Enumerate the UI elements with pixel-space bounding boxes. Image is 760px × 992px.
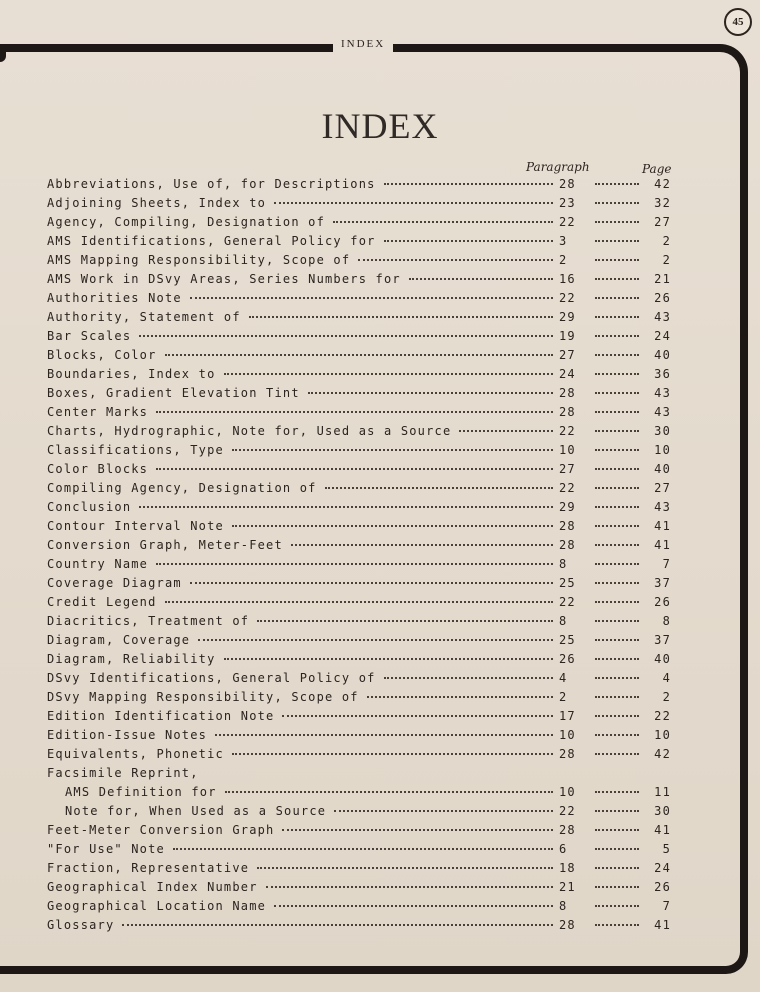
dot-leader	[595, 734, 639, 736]
page-number-value: 24	[654, 861, 671, 875]
dot-leader	[595, 468, 639, 470]
paragraph-number: 2	[559, 253, 568, 267]
dot-leader	[595, 563, 639, 565]
dot-leader	[232, 449, 553, 451]
page-number-value: 41	[654, 823, 671, 837]
page-number-value: 41	[654, 918, 671, 932]
index-entry	[47, 517, 677, 536]
index-entry-label: Credit Legend	[47, 595, 157, 609]
index-entry-label: Contour Interval Note	[47, 519, 224, 533]
dot-leader	[595, 183, 639, 185]
dot-leader	[358, 259, 553, 261]
index-entry-label: Edition-Issue Notes	[47, 728, 208, 742]
page-number-value: 40	[654, 348, 671, 362]
paragraph-number: 21	[559, 880, 576, 894]
index-entry	[47, 916, 677, 935]
index-entry-label: AMS Work in DSvy Areas, Series Numbers for	[47, 272, 401, 286]
dot-leader	[595, 202, 639, 204]
dot-leader	[595, 240, 639, 242]
paragraph-number: 22	[559, 291, 576, 305]
dot-leader	[595, 677, 639, 679]
page-number-value: 37	[654, 633, 671, 647]
page-title: INDEX	[321, 106, 439, 146]
page-number-value: 37	[654, 576, 671, 590]
paragraph-number: 22	[559, 595, 576, 609]
dot-leader	[595, 411, 639, 413]
dot-leader	[595, 924, 639, 926]
index-entry-label: Diagram, Reliability	[47, 652, 216, 666]
index-entry-label: Note for, When Used as a Source	[65, 804, 327, 818]
dot-leader	[595, 487, 639, 489]
paragraph-number: 10	[559, 443, 576, 457]
dot-leader	[595, 810, 639, 812]
dot-leader	[595, 297, 639, 299]
paragraph-number: 10	[559, 785, 576, 799]
index-entry-label: DSvy Mapping Responsibility, Scope of	[47, 690, 359, 704]
dot-leader	[384, 240, 553, 242]
index-entry	[47, 878, 677, 897]
paragraph-number: 10	[559, 728, 576, 742]
index-entry	[47, 384, 677, 403]
dot-leader	[249, 316, 553, 318]
dot-leader	[384, 677, 553, 679]
paragraph-number: 28	[559, 519, 576, 533]
dot-leader	[595, 525, 639, 527]
dot-leader	[595, 354, 639, 356]
index-entry	[47, 859, 677, 878]
index-entry-label: Blocks, Color	[47, 348, 157, 362]
page-number-value: 26	[654, 595, 671, 609]
dot-leader	[595, 753, 639, 755]
dot-leader	[282, 829, 553, 831]
page-number-value: 41	[654, 519, 671, 533]
page-number-value: 41	[654, 538, 671, 552]
page-number-value: 43	[654, 310, 671, 324]
page-number-value: 43	[654, 386, 671, 400]
index-entry	[47, 783, 677, 802]
index-entry-label: Authorities Note	[47, 291, 182, 305]
paragraph-number: 25	[559, 576, 576, 590]
index-entry	[47, 175, 677, 194]
paragraph-number: 17	[559, 709, 576, 723]
index-entry	[47, 688, 677, 707]
page-number-value: 2	[662, 690, 671, 704]
index-entry-label: Bar Scales	[47, 329, 132, 343]
paragraph-number: 16	[559, 272, 576, 286]
dot-leader	[595, 316, 639, 318]
page-number-value: 26	[654, 291, 671, 305]
index-entry	[47, 251, 677, 270]
index-entry	[47, 403, 677, 422]
page-number-value: 4	[662, 671, 671, 685]
paragraph-column-header: Paragraph	[526, 160, 590, 174]
paragraph-number: 28	[559, 747, 576, 761]
page-number-value: 40	[654, 652, 671, 666]
dot-leader	[595, 829, 639, 831]
dot-leader	[595, 658, 639, 660]
dot-leader	[595, 221, 639, 223]
index-entry-label: Boundaries, Index to	[47, 367, 216, 381]
index-entry	[47, 897, 677, 916]
page-number-value: 2	[662, 234, 671, 248]
index-entry-label: Classifications, Type	[47, 443, 224, 457]
page-number-value: 43	[654, 405, 671, 419]
index-entry-label: Color Blocks	[47, 462, 149, 476]
paragraph-number: 27	[559, 348, 576, 362]
index-entry-label: Conversion Graph, Meter-Feet	[47, 538, 283, 552]
dot-leader	[232, 525, 553, 527]
paragraph-number: 22	[559, 424, 576, 438]
index-entry	[47, 574, 677, 593]
paragraph-number: 22	[559, 215, 576, 229]
index-entry-label: DSvy Identifications, General Policy of	[47, 671, 376, 685]
paragraph-number: 28	[559, 918, 576, 932]
index-entry-label: Diagram, Coverage	[47, 633, 191, 647]
paragraph-number: 8	[559, 614, 568, 628]
dot-leader	[595, 848, 639, 850]
page-number-value: 11	[654, 785, 671, 799]
index-entry-label: Compiling Agency, Designation of	[47, 481, 317, 495]
page-number-value: 2	[662, 253, 671, 267]
dot-leader	[595, 582, 639, 584]
dot-leader	[595, 430, 639, 432]
index-entry	[47, 593, 677, 612]
page-number-value: 42	[654, 747, 671, 761]
dot-leader	[139, 506, 553, 508]
paragraph-number: 26	[559, 652, 576, 666]
dot-leader	[225, 791, 553, 793]
index-entry-label: Coverage Diagram	[47, 576, 182, 590]
paragraph-number: 19	[559, 329, 576, 343]
dot-leader	[232, 753, 553, 755]
dot-leader	[595, 715, 639, 717]
index-entry	[47, 764, 677, 783]
paragraph-number: 29	[559, 500, 576, 514]
page-number-value: 27	[654, 215, 671, 229]
index-entry	[47, 802, 677, 821]
paragraph-number: 28	[559, 405, 576, 419]
page-number: 45	[724, 8, 752, 36]
page-column-header: Page	[642, 162, 672, 176]
page-number-value: 40	[654, 462, 671, 476]
dot-leader	[156, 411, 553, 413]
page-number-value: 27	[654, 481, 671, 495]
index-entry-label: Adjoining Sheets, Index to	[47, 196, 267, 210]
paragraph-number: 24	[559, 367, 576, 381]
dot-leader	[334, 810, 553, 812]
index-entry	[47, 441, 677, 460]
dot-leader	[595, 886, 639, 888]
paragraph-number: 22	[559, 804, 576, 818]
dot-leader	[595, 259, 639, 261]
index-entry-label: AMS Identifications, General Policy for	[47, 234, 376, 248]
paragraph-number: 8	[559, 557, 568, 571]
page-number-value: 26	[654, 880, 671, 894]
index-entry-label: Geographical Index Number	[47, 880, 258, 894]
index-entry	[47, 232, 677, 251]
index-entry	[47, 631, 677, 650]
paragraph-number: 28	[559, 177, 576, 191]
dot-leader	[333, 221, 553, 223]
dot-leader	[266, 886, 553, 888]
page-number-value: 30	[654, 804, 671, 818]
index-entry-label: Diacritics, Treatment of	[47, 614, 250, 628]
index-entry-label: Boxes, Gradient Elevation Tint	[47, 386, 300, 400]
paragraph-number: 27	[559, 462, 576, 476]
dot-leader	[173, 848, 553, 850]
header-label: INDEX	[333, 36, 393, 52]
dot-leader	[165, 601, 553, 603]
index-entry	[47, 612, 677, 631]
page-number-value: 30	[654, 424, 671, 438]
index-entry	[47, 555, 677, 574]
paragraph-number: 4	[559, 671, 568, 685]
index-entry	[47, 270, 677, 289]
index-entry-label: "For Use" Note	[47, 842, 165, 856]
index-entry-list	[47, 175, 677, 935]
page-number-value: 42	[654, 177, 671, 191]
dot-leader	[367, 696, 553, 698]
dot-leader	[190, 297, 553, 299]
dot-leader	[595, 791, 639, 793]
dot-leader	[595, 620, 639, 622]
index-entry-label: AMS Definition for	[65, 785, 217, 799]
index-entry-label: Country Name	[47, 557, 149, 571]
dot-leader	[595, 449, 639, 451]
index-entry	[47, 498, 677, 517]
index-entry	[47, 726, 677, 745]
page-number-value: 36	[654, 367, 671, 381]
index-entry-label: Charts, Hydrographic, Note for, Used as a Source	[47, 424, 452, 438]
dot-leader	[595, 867, 639, 869]
dot-leader	[595, 601, 639, 603]
index-entry	[47, 707, 677, 726]
dot-leader	[215, 734, 553, 736]
paragraph-number: 6	[559, 842, 568, 856]
index-entry	[47, 840, 677, 859]
index-entry	[47, 821, 677, 840]
dot-leader	[257, 620, 553, 622]
index-entry	[47, 213, 677, 232]
index-entry-label: Geographical Location Name	[47, 899, 267, 913]
index-entry-label: Edition Identification Note	[47, 709, 275, 723]
index-entry-label: Facsimile Reprint,	[47, 766, 199, 780]
page-number-value: 24	[654, 329, 671, 343]
index-entry	[47, 422, 677, 441]
index-entry-label: Agency, Compiling, Designation of	[47, 215, 326, 229]
page-number-value: 22	[654, 709, 671, 723]
index-entry-label: Center Marks	[47, 405, 149, 419]
paragraph-number: 25	[559, 633, 576, 647]
paragraph-number: 29	[559, 310, 576, 324]
page-number-value: 32	[654, 196, 671, 210]
dot-leader	[274, 202, 553, 204]
page-number-value: 10	[654, 728, 671, 742]
index-entry	[47, 650, 677, 669]
dot-leader	[282, 715, 553, 717]
index-entry	[47, 365, 677, 384]
paragraph-number: 22	[559, 481, 576, 495]
dot-leader	[595, 373, 639, 375]
paragraph-number: 2	[559, 690, 568, 704]
paragraph-number: 28	[559, 538, 576, 552]
index-entry	[47, 669, 677, 688]
dot-leader	[190, 582, 553, 584]
page-number-value: 10	[654, 443, 671, 457]
dot-leader	[139, 335, 553, 337]
dot-leader	[224, 658, 553, 660]
dot-leader	[595, 335, 639, 337]
index-entry-label: AMS Mapping Responsibility, Scope of	[47, 253, 351, 267]
dot-leader	[165, 354, 553, 356]
dot-leader	[595, 544, 639, 546]
index-entry-label: Conclusion	[47, 500, 132, 514]
index-entry-label: Glossary	[47, 918, 115, 932]
dot-leader	[409, 278, 553, 280]
index-entry	[47, 194, 677, 213]
dot-leader	[308, 392, 553, 394]
paragraph-number: 8	[559, 899, 568, 913]
dot-leader	[459, 430, 553, 432]
index-entry	[47, 536, 677, 555]
page-number-value: 7	[662, 557, 671, 571]
dot-leader	[595, 696, 639, 698]
dot-leader	[198, 639, 553, 641]
index-entry	[47, 460, 677, 479]
index-entry-label: Feet-Meter Conversion Graph	[47, 823, 275, 837]
dot-leader	[156, 563, 553, 565]
index-entry	[47, 308, 677, 327]
index-entry	[47, 346, 677, 365]
index-entry	[47, 289, 677, 308]
dot-leader	[156, 468, 553, 470]
dot-leader	[291, 544, 553, 546]
page-number-value: 21	[654, 272, 671, 286]
page-number-value: 8	[662, 614, 671, 628]
paragraph-number: 18	[559, 861, 576, 875]
paragraph-number: 23	[559, 196, 576, 210]
dot-leader	[257, 867, 553, 869]
dot-leader	[595, 905, 639, 907]
index-entry-label: Equivalents, Phonetic	[47, 747, 224, 761]
dot-leader	[384, 183, 553, 185]
dot-leader	[224, 373, 553, 375]
page-number-value: 7	[662, 899, 671, 913]
paragraph-number: 28	[559, 823, 576, 837]
index-entry	[47, 479, 677, 498]
paragraph-number: 3	[559, 234, 568, 248]
page-number-value: 5	[662, 842, 671, 856]
index-entry-label: Authority, Statement of	[47, 310, 241, 324]
dot-leader	[595, 506, 639, 508]
page-number-value: 43	[654, 500, 671, 514]
paragraph-number: 28	[559, 386, 576, 400]
dot-leader	[595, 639, 639, 641]
index-entry-label: Fraction, Representative	[47, 861, 250, 875]
dot-leader	[595, 278, 639, 280]
dot-leader	[274, 905, 553, 907]
dot-leader	[122, 924, 553, 926]
dot-leader	[595, 392, 639, 394]
dot-leader	[325, 487, 553, 489]
index-entry	[47, 745, 677, 764]
index-entry-label: Abbreviations, Use of, for Descriptions	[47, 177, 376, 191]
index-entry	[47, 327, 677, 346]
